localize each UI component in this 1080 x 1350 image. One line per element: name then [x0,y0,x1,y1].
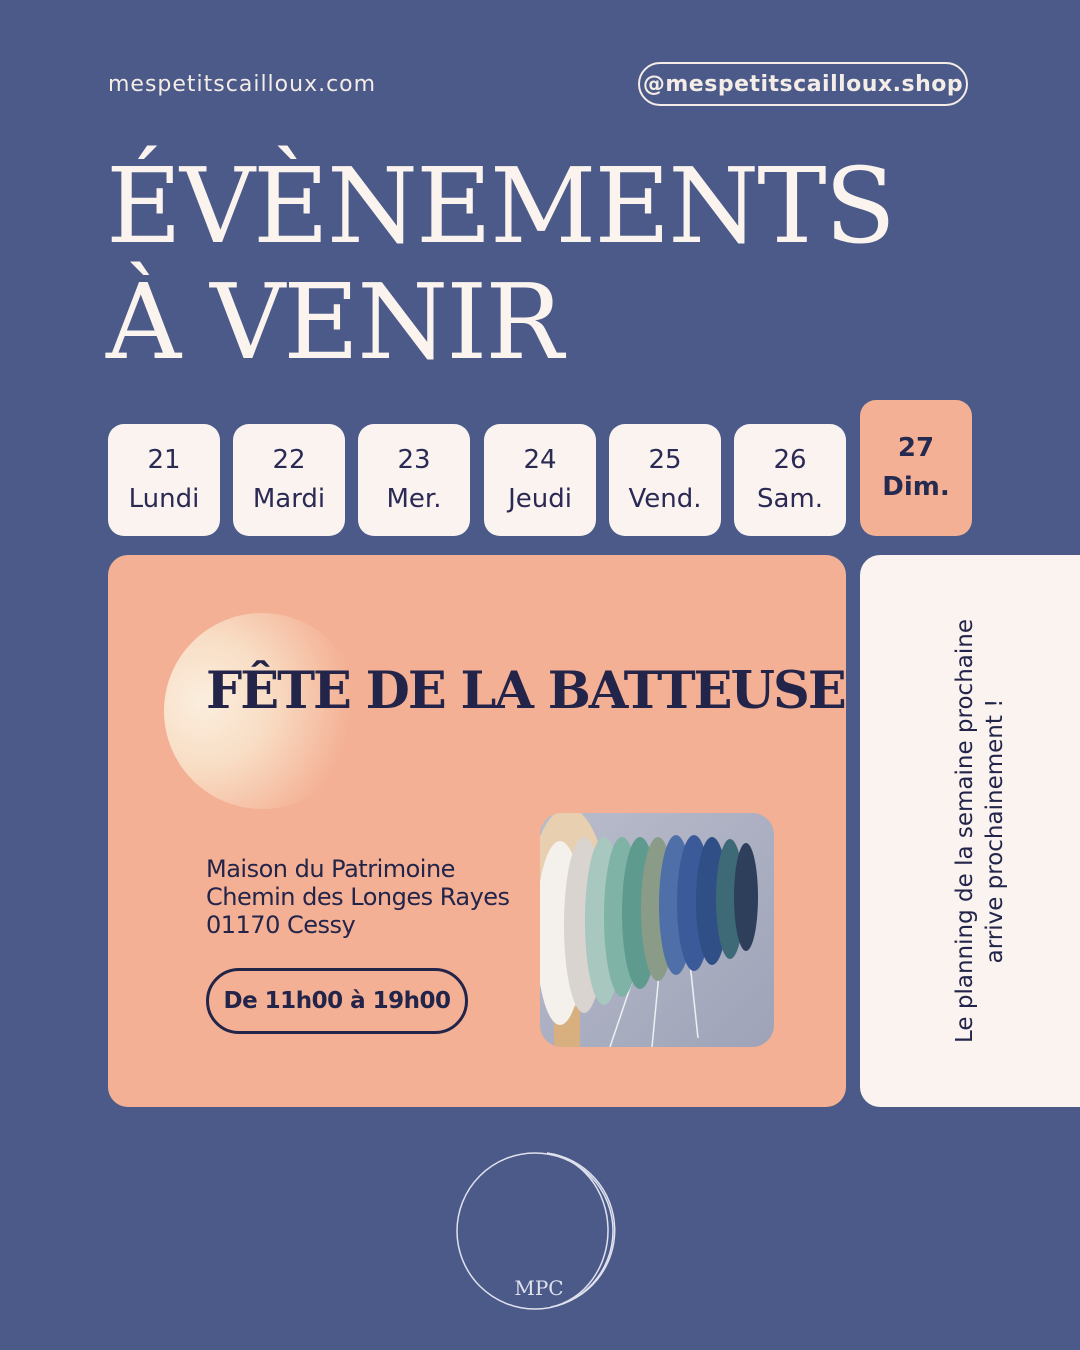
page-headline [106,145,894,383]
day-number: 27 [897,433,935,463]
address-line-street: Chemin des Longes Rayes [206,883,510,911]
social-handle-badge[interactable]: @mespetitscailloux.shop [638,62,968,106]
day-tile-22[interactable] [233,424,345,536]
address-line-city: 01170 Cessy [206,911,356,939]
event-title: FÊTE DE LA BATTEUSE [206,661,845,721]
day-tile-25[interactable] [609,424,721,536]
day-number: 22 [272,445,306,475]
event-hours-badge: De 11h00 à 19h00 [206,968,468,1034]
note-line-2: arrive prochainement ! [982,698,1008,964]
day-name: Mer. [386,484,442,514]
day-tile-24[interactable] [484,424,596,536]
brand-logo [455,1145,625,1315]
note-line-1: Le planning de la semaine prochaine [952,619,978,1043]
day-name: Mardi [252,484,326,514]
beaded-bracelets-photo [540,813,774,1047]
day-number: 25 [648,445,682,475]
day-tile-23[interactable] [358,424,470,536]
day-name: Jeudi [508,484,572,514]
upcoming-schedule-card [860,555,1080,1107]
headline-line-2: À VENIR [106,261,562,383]
day-tile-21[interactable] [108,424,220,536]
day-number: 26 [773,445,807,475]
bracelets-photo [540,813,774,1047]
day-number: 24 [523,445,557,475]
day-tile-27-selected[interactable] [860,400,972,536]
day-number: 23 [397,445,431,475]
headline-line-1: ÉVÈNEMENTS [106,145,894,267]
day-name: Sam. [756,484,824,514]
day-name: Lundi [128,484,200,514]
day-tile-26[interactable] [734,424,846,536]
logo-monogram: MPC [514,1276,564,1300]
event-card[interactable] [108,555,846,1107]
address-line-venue: Maison du Patrimoine [206,855,455,883]
day-name: Dim. [882,472,950,502]
website-url[interactable]: mespetitscailloux.com [108,72,377,97]
event-address [206,855,510,939]
day-name: Vend. [628,484,702,514]
upcoming-schedule-note [950,601,1010,1061]
day-number: 21 [147,445,181,475]
